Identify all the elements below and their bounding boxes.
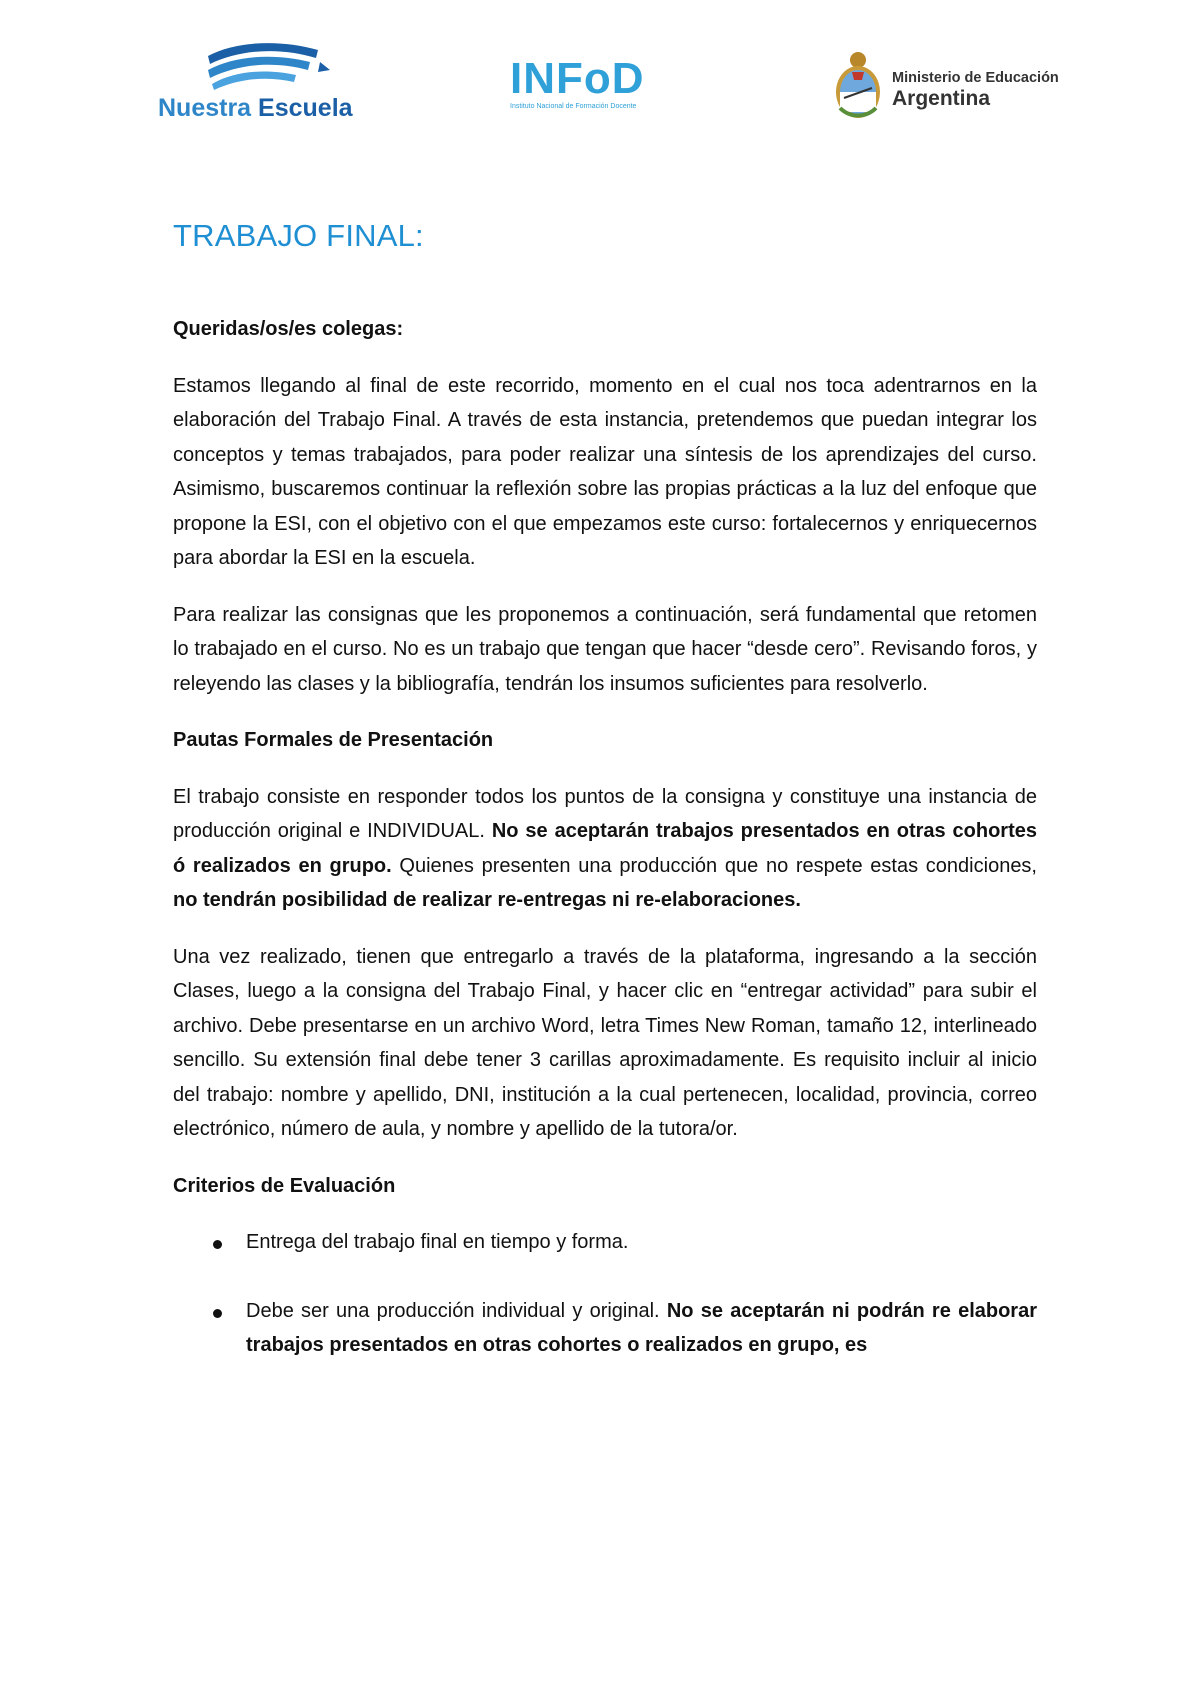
document-body xyxy=(173,218,1037,1397)
submission-paragraph: Una vez realizado, tienen que entregarlo a través de la plataforma, ingresando a la sección Clases, luego a la consigna del Trabajo Final, y hacer clic en “entregar actividad” para subir el archivo. Debe presentarse en un archivo Word, letra Times New Roman, tamaño 12, interlineado sencillo. Su extensión final debe tener 3 carillas aproximadamente. Es requisito incluir al inicio del trabajo: nombre y apellido, DNI, institución a la cual pertenecen, localidad, provincia, correo electrónico, número de aula, y nombre y apellido de la tutora/or. xyxy=(173,945,1037,1140)
infod-logo xyxy=(510,56,680,126)
logo-nuestra-text: Nuestra xyxy=(158,94,252,122)
intro-paragraph: Estamos llegando al final de este recorrido, momento en el cual nos toca adentrarnos en la elaboración del Trabajo Final. A través de esta instancia, pretendemos que puedan integrar los conceptos y temas trabajados, para poder realizar una síntesis de los aprendizajes del curso. Asimismo, buscaremos continuar la reflexión sobre las propias prácticas a la luz del enfoque que propone la ESI, con el objetivo con el que empezamos este curso: fortalecernos y enriquecernos para abordar la ESI en la escuela. xyxy=(173,374,1037,569)
ministerio-logo xyxy=(830,48,1080,128)
list-item xyxy=(173,1294,1037,1363)
criteria-item-1: Entrega del trabajo final en tiempo y forma. xyxy=(246,1231,629,1253)
rules-bold-1: No se aceptarán trabajos presentados en otras cohortes ó realizados en grupo. xyxy=(173,820,1037,877)
rules-bold-2: no tendrán posibilidad de realizar re-entregas ni re-elaboraciones. xyxy=(173,889,801,911)
rules-text-1: El trabajo consiste en responder todos los puntos de la consigna y constituye una instancia de producción original e INDIVIDUAL. xyxy=(173,785,1037,842)
bullet-icon xyxy=(213,1240,222,1249)
nuestra-escuela-waves-icon xyxy=(208,42,338,94)
ministerio-line2: Argentina xyxy=(892,87,991,110)
argentina-coat-of-arms-icon xyxy=(830,48,886,124)
page-title: TRABAJO FINAL: xyxy=(173,218,424,253)
infod-subtitle: Instituto Nacional de Formación Docente xyxy=(510,103,637,110)
criteria-list xyxy=(173,1225,1037,1363)
section-heading-criterios: Criterios de Evaluación xyxy=(173,1174,396,1197)
rules-paragraph xyxy=(173,780,1037,918)
ministerio-line1: Ministerio de Educación xyxy=(892,70,1059,86)
nuestra-escuela-logo xyxy=(158,42,358,132)
infod-name: INFoD xyxy=(510,54,645,103)
instructions-paragraph: Para realizar las consignas que les proponemos a continuación, será fundamental que retomen lo trabajado en el curso. No es un trabajo que tengan que hacer “desde cero”. Revisando foros, y releyendo las clases y la bibliografía, tendrán los insumos suficientes para resolverlo. xyxy=(173,603,1037,695)
greeting: Queridas/os/es colegas: xyxy=(173,318,404,340)
list-item xyxy=(173,1225,1037,1260)
rules-text-2: Quienes presenten una producción que no respete estas condiciones, xyxy=(391,854,1037,877)
bullet-icon xyxy=(213,1309,222,1318)
logo-escuela-text: Escuela xyxy=(258,94,353,122)
section-heading-pautas: Pautas Formales de Presentación xyxy=(173,729,494,751)
criteria-item-2-text: Debe ser una producción individual y original. xyxy=(246,1299,667,1322)
page-header xyxy=(0,0,1200,150)
criteria-item-2-bold: No se aceptarán ni podrán re elaborar trabajos presentados en otras cohortes o realizados en grupo, es xyxy=(246,1299,1037,1356)
